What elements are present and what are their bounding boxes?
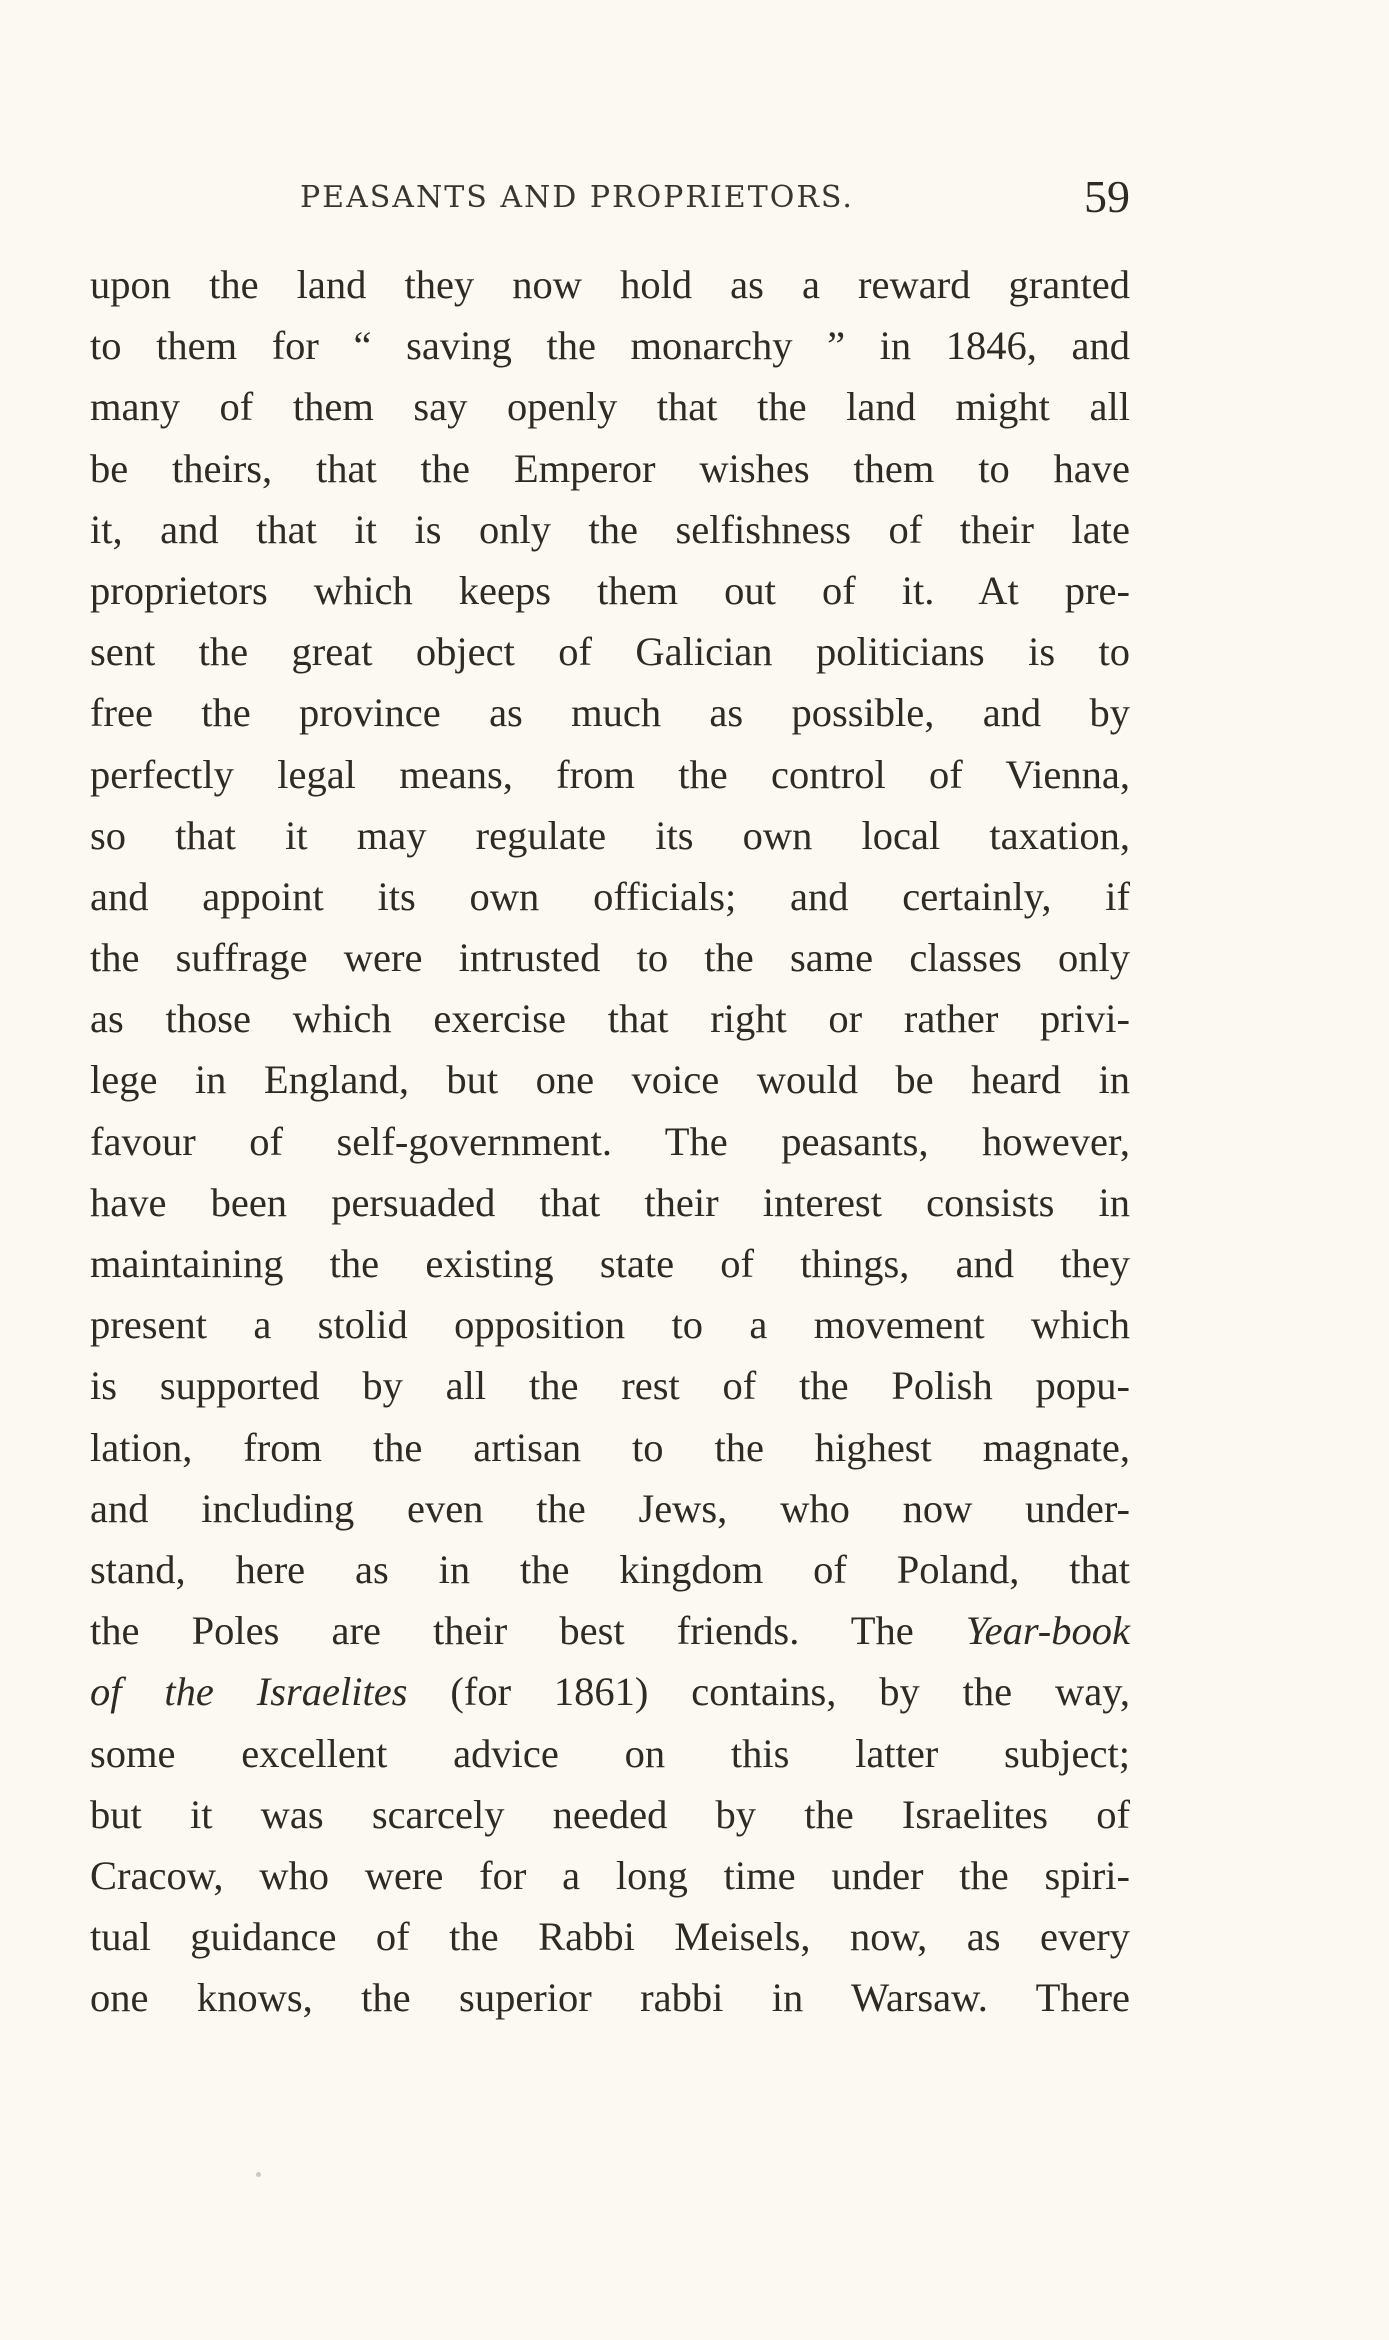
text-line: and appoint its own officials; and certainly, if — [90, 873, 1130, 919]
text-line: perfectly legal means, from the control of Vienna, — [90, 751, 1130, 797]
text-line: Cracow, who were for a long time under the spiri- — [90, 1852, 1130, 1898]
body-text — [90, 254, 1130, 2028]
text-line: sent the great object of Galician politicians is to — [90, 629, 1130, 675]
text-line-with-italic — [90, 1600, 1130, 1661]
text-line: lege in England, but one voice would be heard in — [90, 1057, 1130, 1103]
text-line: as those which exercise that right or rather privi- — [90, 996, 1130, 1042]
page-number: 59 — [1084, 171, 1130, 222]
text-line: some excellent advice on this latter subject; — [90, 1730, 1130, 1776]
stray-ink-mark — [256, 2172, 261, 2177]
text-line: is supported by all the rest of the Polish popu- — [90, 1363, 1130, 1409]
running-head — [90, 171, 1130, 226]
text-line: upon the land they now hold as a reward granted — [90, 262, 1130, 307]
text-line: it, and that it is only the selfishness of their late — [90, 506, 1130, 552]
text-line: lation, from the artisan to the highest magnate, — [90, 1424, 1130, 1470]
text-line: free the province as much as possible, and by — [90, 690, 1130, 736]
text-segment: (for 1861) contains, by the way, — [407, 1669, 1130, 1715]
running-title: PEASANTS AND PROPRIETORS. — [300, 180, 854, 215]
text-line: but it was scarcely needed by the Israelites of — [90, 1791, 1130, 1837]
text-line: favour of self-government. The peasants, however, — [90, 1118, 1130, 1164]
text-line: present a stolid opposition to a movement which — [90, 1302, 1130, 1348]
text-line: one knows, the superior rabbi in Warsaw. There — [90, 1975, 1130, 2021]
text-line: stand, here as in the kingdom of Poland, that — [90, 1546, 1130, 1592]
text-line: proprietors which keeps them out of it. At pre- — [90, 567, 1130, 613]
text-line: the suffrage were intrusted to the same classes only — [90, 935, 1130, 981]
text-line: and including even the Jews, who now under- — [90, 1485, 1130, 1531]
text-segment: the Poles are their best friends. The — [90, 1608, 966, 1654]
text-line: many of them say openly that the land might all — [90, 384, 1130, 430]
text-line: have been persuaded that their interest consists in — [90, 1179, 1130, 1225]
text-line: to them for “ saving the monarchy ” in 1846, and — [90, 323, 1130, 369]
text-line-with-italic — [90, 1661, 1130, 1722]
italic-title-segment: Year-book — [965, 1608, 1130, 1654]
text-line: be theirs, that the Emperor wishes them to have — [90, 445, 1130, 491]
text-line: tual guidance of the Rabbi Meisels, now, as every — [90, 1914, 1130, 1960]
text-line: maintaining the existing state of things, and they — [90, 1241, 1130, 1286]
italic-title-segment: of the Israelites — [90, 1669, 408, 1715]
text-line: so that it may regulate its own local taxation, — [90, 812, 1130, 858]
